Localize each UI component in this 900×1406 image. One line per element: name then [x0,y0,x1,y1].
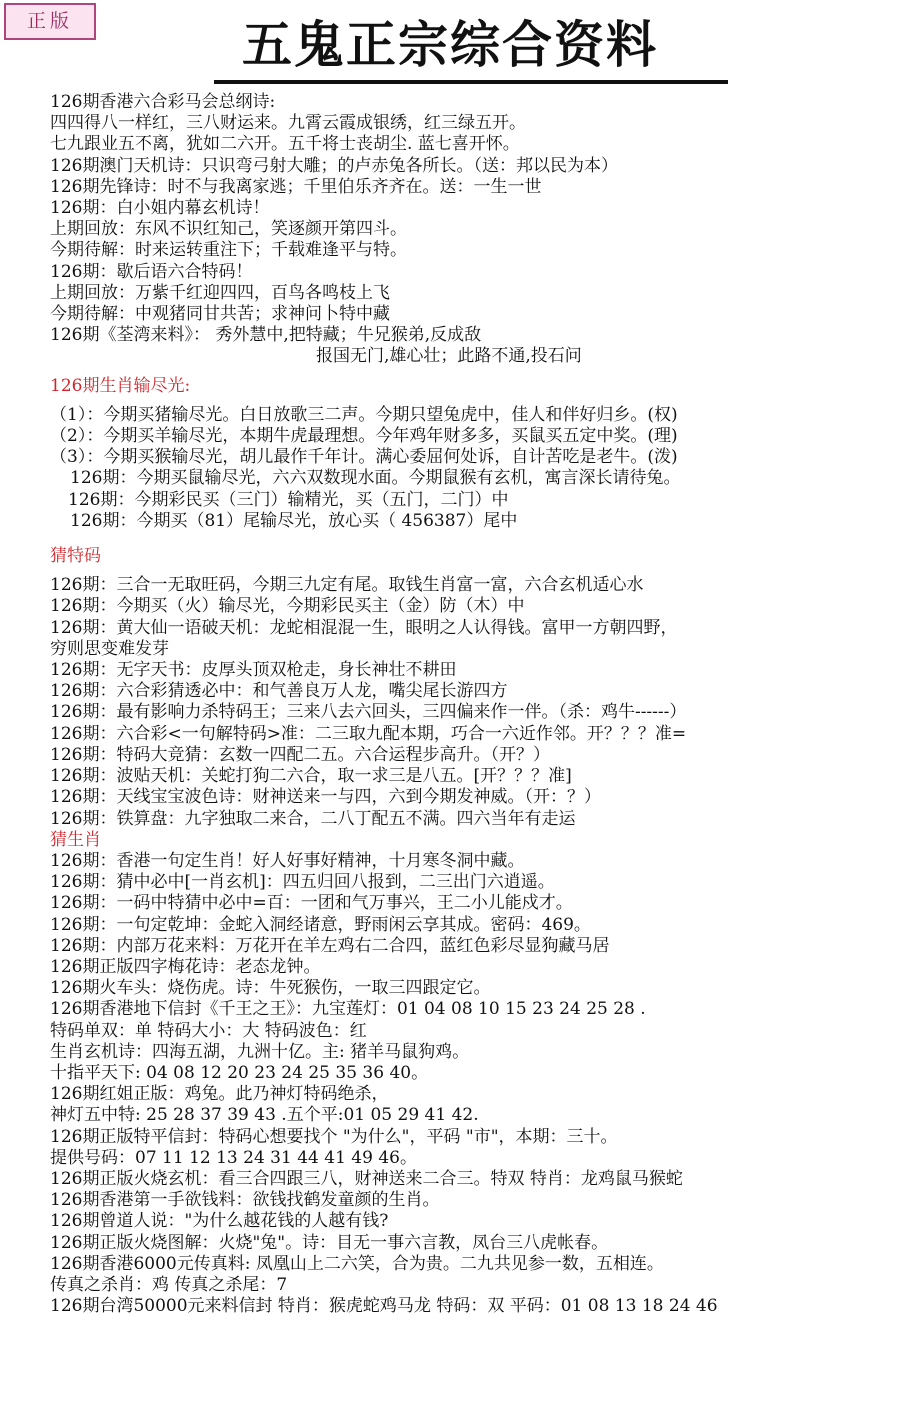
text-line: 126期香港6000元传真料: 凤凰山上二六笑，合为贵。二九共见参一数，五相连。 [50,1253,664,1274]
text-line: 报国无门,雄心壮；此路不通,投石问 [316,346,582,367]
text-line: 今期待解：中观猪同甘共苦；求神问卜特中藏 [50,304,390,325]
text-line: 特码单双：单 特码大小：大 特码波色：红 [50,1020,367,1041]
text-line: 126期正版特平信封：特码心想要找个 "为什么"，平码 "市"，本期：三十。 [50,1126,618,1147]
text-line: 126期：今期买鼠输尽光，六六双数现水面。今期鼠猴有玄机，寓言深长请待兔。 [70,468,681,489]
document-body [0,92,900,1317]
text-line: 126期正版火烧图解：火烧"兔"。诗：目无一事六言教，凤台三八虎帐春。 [50,1232,609,1253]
text-line: 126期：香港一句定生肖！好人好事好精神，十月寒冬洞中藏。 [50,850,525,871]
text-line: 126期：今期买（81）尾输尽光，放心买（ 456387）尾中 [70,510,518,531]
text-line: 四四得八一样红，三八财运来。九霄云霞成银绣，红三绿五开。 [50,113,526,134]
text-line: 126期：无字天书：皮厚头顶双枪走，身长神壮不耕田 [50,660,457,681]
text-line: 126期：黄大仙一语破天机：龙蛇相混混一生，眼明之人认得钱。富甲一方朝四野， [50,617,678,638]
text-line: 126期红姐正版：鸡兔。此乃神灯特码绝杀， [50,1084,389,1105]
text-line: 126期：今期买（火）输尽光，今期彩民买主（金）防（木）中 [50,596,525,617]
spacer [0,532,900,546]
text-line: 126期：最有影响力杀特码王；三来八去六回头，三四偏来作一伴。（杀：鸡牛------） [50,702,687,723]
section-heading: 猜生肖 [50,829,101,850]
text-line: 126期曾道人说："为什么越花钱的人越有钱? [50,1211,389,1232]
authentic-badge: 正版 [4,3,96,40]
text-line: 生肖玄机诗：四海五湖，九洲十亿。主: 猪羊马鼠狗鸡。 [50,1041,470,1062]
text-line: 126期火车头：烧伤虎。诗：牛死猴伤，一取三四跟定它。 [50,978,491,999]
text-line: 126期：一码中特猜中必中=百：一团和气万事兴，王二小儿能戍才。 [50,893,573,914]
text-line: 126期：今期彩民买（三门）输精光，买（五门，二门）中 [68,489,509,510]
text-line: 126期香港六合彩马会总纲诗: [50,92,276,112]
text-line: 126期：白小姐内幕玄机诗！ [50,198,270,219]
text-line: 126期香港第一手欲钱料：欲钱找鹤发童颜的生肖。 [50,1190,440,1211]
section-heading: 126期生肖输尽光: [50,375,191,396]
text-line: 穷则思变难发芽 [50,638,169,659]
text-line: 126期：天线宝宝波色诗：财神送来一与四，六到今期发神威。（开：？） [50,787,601,808]
text-line: 126期：铁算盘：九字独取二来合，二八丁配五不满。四六当年有走运 [50,808,576,829]
text-line: 126期《荃湾来料》： 秀外慧中,把特藏；牛兄猴弟,反成敌 [50,325,482,346]
text-line: 126期台湾50000元来料信封 特肖：猴虎蛇鸡马龙 特码：双 平码：01 08 13 18 24 46 [50,1296,718,1317]
text-line: 126期：内部万花来料：万花开在羊左鸡右二合四，蓝红色彩尽显狗藏马居 [50,935,610,956]
title-underline [214,80,728,84]
text-line: 126期香港地下信封《千王之王》：九宝莲灯：01 04 08 10 15 23 24 25 28 . [50,999,646,1020]
text-line: 126期澳门天机诗：只识弯弓射大雕；的卢赤兔各所长。（送：邦以民为本） [50,155,618,176]
text-line: 126期：一句定乾坤：金蛇入洞经诸意，野雨闲云享其成。密码：469。 [50,914,591,935]
text-line: 今期待解：时来运转重注下；千载难逢平与特。 [50,240,407,261]
text-line: 126期先锋诗：时不与我离家逃；千里伯乐齐齐在。送：一生一世 [50,176,542,197]
text-line: 126期：波贴天机：关蛇打狗二六合，取一求三是八五。[开？？？准] [50,766,572,787]
text-line: 传真之杀肖：鸡 传真之杀尾：7 [50,1274,288,1295]
section-heading: 猜特码 [50,546,101,567]
text-line: （1）：今期买猪输尽光。白日放歌三二声。今期只望兔虎中，佳人和伴好归乡。(权) [50,404,678,425]
page-title: 五鬼正宗综合资料 [242,16,658,74]
text-line: 126期：三合一无取旺码，今期三九定有尾。取钱生肖富一富，六合玄机适心水 [50,575,644,596]
text-line: 126期：特码大竞猜：玄数一四配二五。六合运程步高升。（开？） [50,744,550,765]
text-line: 126期正版四字梅花诗：老态龙钟。 [50,956,321,977]
text-line: 十指平天下: 04 08 12 20 23 24 25 35 36 40。 [50,1062,429,1083]
text-line: （2）：今期买羊输尽光，本期牛虎最理想。今年鸡年财多多，买鼠买五定中奖。(理) [50,426,678,447]
text-line: 126期：猜中必中[一肖玄机]：四五归回八报到，二三出门六逍遥。 [50,872,555,893]
text-line: 提供号码：07 11 12 13 24 31 44 41 49 46。 [50,1147,417,1168]
spacer [0,397,900,405]
text-line: 126期：歇后语六合特码！ [50,261,253,282]
text-line: 上期回放：东风不识红知己，笑逐颜开第四斗。 [50,219,407,240]
text-line: 126期：六合彩猜透必中：和气善良万人龙，嘴尖尾长游四方 [50,681,508,702]
text-line: 上期回放：万紫千红迎四四，百鸟各鸣枝上飞 [50,282,390,303]
text-line: 126期正版火烧玄机：看三合四跟三八，财神送来二合三。特双 特肖：龙鸡鼠马猴蛇 [50,1168,683,1189]
text-line: 126期：六合彩<一句解特码>准：二三取九配本期，巧合一六近作邻。开？？？准= [50,723,687,744]
text-line: （3）：今期买猴输尽光，胡儿最作千年计。满心委屈何处诉，自计苦吃是老牛。(泼) [50,447,678,468]
text-line: 七九跟业五不离，犹如二六开。五千将士丧胡尘. 蓝七喜开怀。 [50,134,520,155]
spacer [0,368,900,376]
text-line: 神灯五中特: 25 28 37 39 43 .五个平:01 05 29 41 42. [50,1105,479,1126]
